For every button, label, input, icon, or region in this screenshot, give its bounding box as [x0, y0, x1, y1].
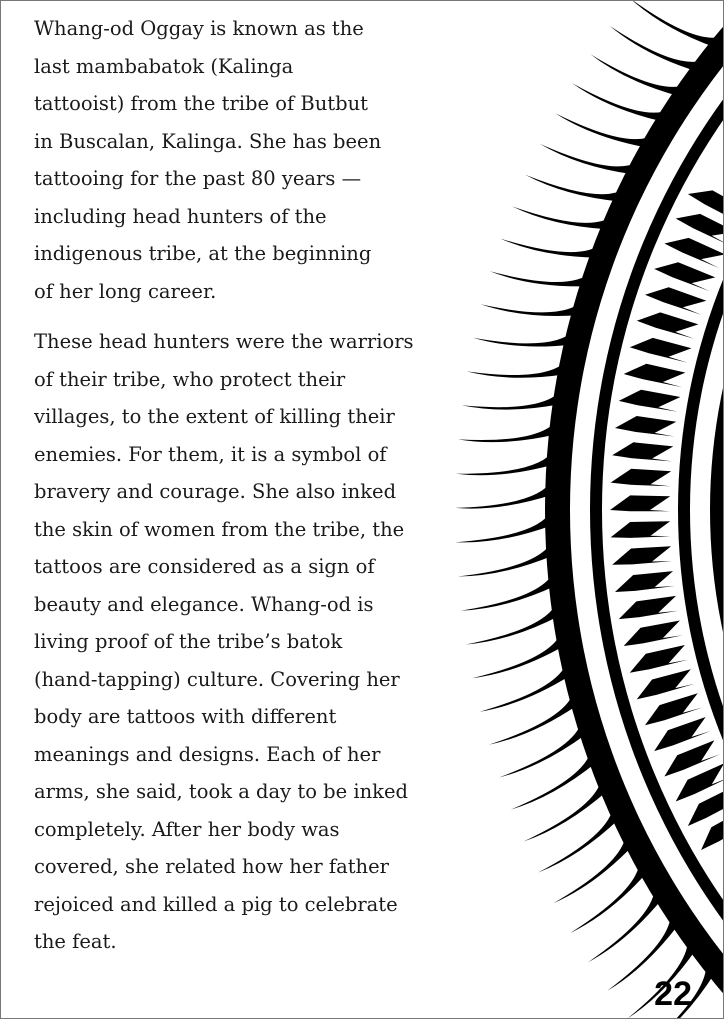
- text-line: last mambabatok (Kalinga: [34, 54, 294, 78]
- text-line: body are tattoos with different: [34, 705, 337, 728]
- text-line: meanings and designs. Each of her: [34, 742, 381, 766]
- text-line: Whang-od Oggay is known as the: [34, 17, 364, 40]
- text-line: completely. After her body was: [34, 817, 340, 841]
- paragraph-1: [34, 10, 454, 310]
- text-line: These head hunters were the warriors: [34, 330, 414, 353]
- text-line: rejoiced and killed a pig to celebrate: [34, 892, 398, 916]
- text-line: the skin of women from the tribe, the: [34, 517, 405, 541]
- text-line: the feat.: [34, 930, 117, 953]
- text-line: of her long career.: [34, 279, 217, 303]
- text-line: indigenous tribe, at the beginning: [34, 242, 372, 265]
- text-line: villages, to the extent of killing their: [34, 405, 395, 428]
- text-line: beauty and elegance. Whang-od is: [34, 592, 374, 616]
- page-number: 22: [654, 975, 692, 1013]
- text-line: of their tribe, who protect their: [34, 367, 346, 391]
- text-line: covered, she related how her father: [34, 855, 389, 878]
- text-line: including head hunters of the: [34, 204, 327, 228]
- text-line: (hand-tapping) culture. Covering her: [34, 667, 400, 691]
- text-line: tattooist) from the tribe of Butbut: [34, 92, 368, 115]
- text-line: enemies. For them, it is a symbol of: [34, 442, 387, 466]
- text-line: arms, she said, took a day to be inked: [34, 780, 409, 803]
- paragraph-2: [34, 323, 454, 961]
- text-line: in Buscalan, Kalinga. She has been: [34, 129, 382, 153]
- text-line: living proof of the tribe’s batok: [34, 630, 343, 653]
- text-line: bravery and courage. She also inked: [34, 480, 397, 503]
- text-line: tattoos are considered as a sign of: [34, 555, 375, 578]
- text-line: tattooing for the past 80 years —: [34, 167, 362, 190]
